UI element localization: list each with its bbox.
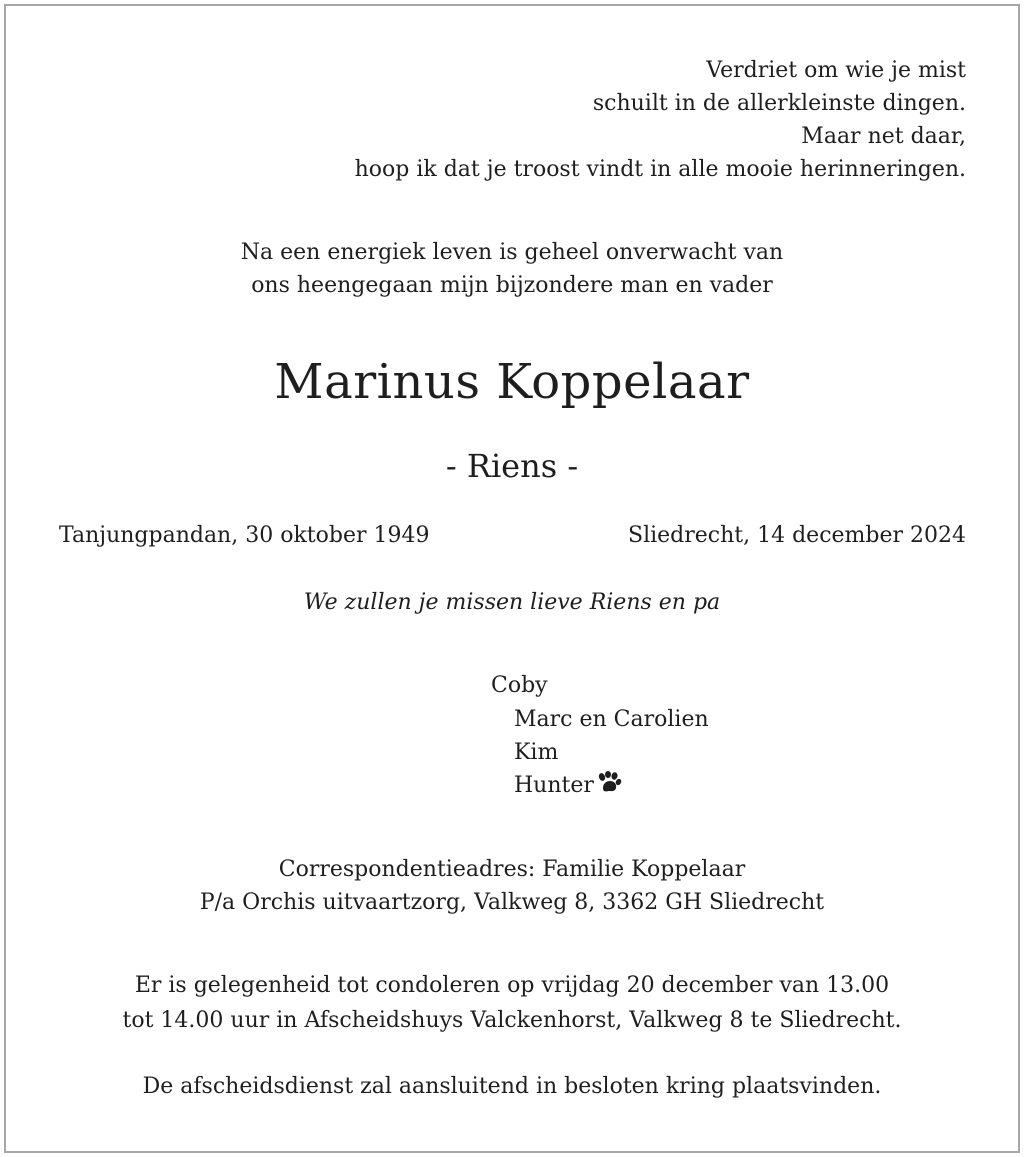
intro-line-1: Na een energiek leven is geheel onverwacht van <box>240 240 784 265</box>
poem-line-3: Maar net daar, <box>801 124 966 149</box>
poem-line-1: Verdriet om wie je mist <box>706 58 966 83</box>
family-pet <box>514 769 622 802</box>
deceased-name: Marinus Koppelaar <box>274 354 750 410</box>
death-info: Sliedrecht, 14 december 2024 <box>628 523 966 548</box>
family-spouse: Coby <box>491 673 548 698</box>
condolence-line-2: tot 14.00 uur in Afscheidshuys Valckenhorst, Valkweg 8 te Sliedrecht. <box>122 1008 902 1033</box>
family-child-2: Kim <box>514 740 559 765</box>
birth-info: Tanjungpandan, 30 oktober 1949 <box>59 523 430 548</box>
intro-line-2: ons heengegaan mijn bijzondere man en vader <box>251 273 773 298</box>
service-line: De afscheidsdienst zal aansluitend in besloten kring plaatsvinden. <box>142 1074 882 1099</box>
family-pet-name: Hunter <box>514 773 594 798</box>
deceased-nickname: - Riens - <box>445 447 579 485</box>
correspondence-line-1: Correspondentieadres: Familie Koppelaar <box>278 857 746 882</box>
condolence-line-1: Er is gelegenheid tot condoleren op vrijdag 20 december van 13.00 <box>134 973 890 998</box>
poem-line-4: hoop ik dat je troost vindt in alle mooie herinneringen. <box>354 157 966 182</box>
tribute-line: We zullen je missen lieve Riens en pa <box>303 590 721 615</box>
poem-line-2: schuilt in de allerkleinste dingen. <box>592 91 966 116</box>
family-child-1: Marc en Carolien <box>514 707 709 732</box>
correspondence-line-2: P/a Orchis uitvaartzorg, Valkweg 8, 3362 GH Sliedrecht <box>199 890 825 915</box>
paw-icon <box>596 771 622 795</box>
